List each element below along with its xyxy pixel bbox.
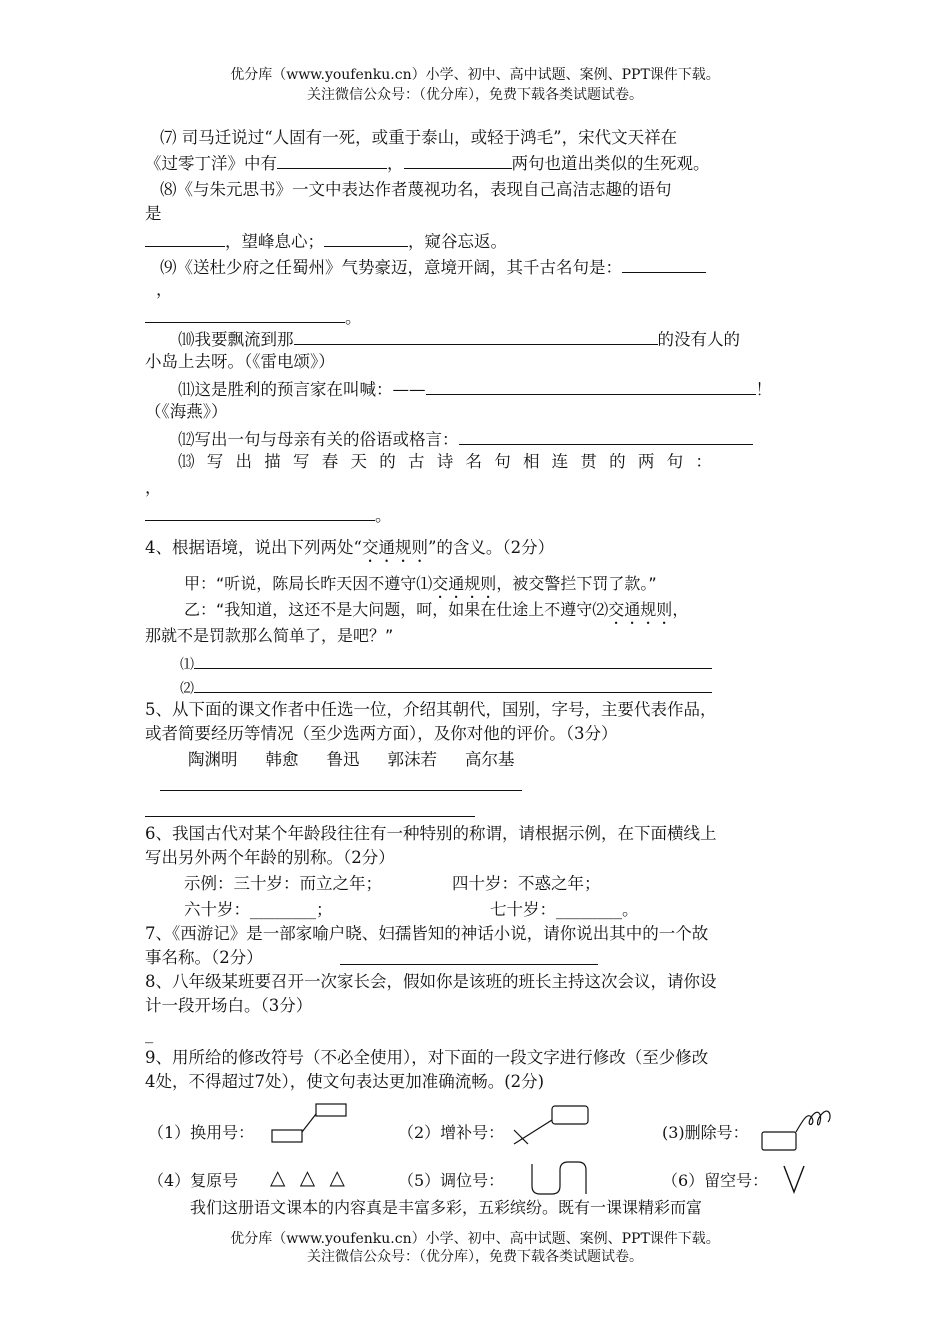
answer-line[interactable] xyxy=(145,816,475,817)
q3-item11-line2: （《海燕》） xyxy=(145,402,228,421)
q3-item13-tail: 。 xyxy=(375,506,392,525)
transpose-mark-icon xyxy=(528,1160,592,1196)
q9-symbol-5-label: （5）调位号： xyxy=(398,1171,505,1190)
answer-blank[interactable] xyxy=(404,150,512,169)
answer-blank[interactable] xyxy=(194,650,712,669)
q3-item10-line1 xyxy=(178,326,838,352)
delete-mark-icon xyxy=(760,1108,840,1154)
author-name: 郭沫若 xyxy=(387,750,437,769)
answer-blank[interactable] xyxy=(145,228,225,247)
q4-jia-emphasis: 交通规则 xyxy=(432,574,497,593)
q4-yi-text: 乙：“我知道，这还不是大问题，呵，如果在仕途上不遵守⑵ xyxy=(184,600,609,619)
q3-item13-line3 xyxy=(145,502,805,528)
q9-line1: 9、用所给的修改符号（不必全使用），对下面的一段文字进行修改（至少修改 xyxy=(145,1048,709,1067)
q3-item8-tail: ，窥谷忘返。 xyxy=(408,232,507,251)
author-name: 鲁迅 xyxy=(326,750,360,769)
answer-blank[interactable] xyxy=(145,304,345,323)
q9-symbol-4-label: （4）复原号 xyxy=(148,1171,239,1190)
q3-item9-tail: 。 xyxy=(345,308,362,327)
q6-line2: 写出另外两个年龄的别称。（2分） xyxy=(145,848,395,867)
q3-item12 xyxy=(178,426,838,452)
q6-example-1: 示例：三十岁：而立之年； xyxy=(184,874,382,893)
answer-blank[interactable] xyxy=(194,674,712,693)
q4-yi-tail: ， xyxy=(672,600,689,619)
q8-line2: 计一段开场白。（3分） xyxy=(145,996,313,1015)
answer-blank[interactable] xyxy=(277,150,387,169)
q4-answer-2 xyxy=(180,674,840,701)
q3-item11-text: ⑾这是胜利的预言家在叫喊：—— xyxy=(178,380,426,399)
q3-item9-line1 xyxy=(160,254,820,280)
q3-item8-line3 xyxy=(145,228,805,254)
answer-blank[interactable] xyxy=(459,426,753,445)
q6-answer-70[interactable]: 七十岁：________。 xyxy=(490,900,639,919)
answer-blank[interactable] xyxy=(145,502,375,521)
q8-answer-line[interactable]: _ xyxy=(145,1024,154,1043)
q3-item7-line1: ⑺ 司马迁说过“人固有一死，或重于泰山，或轻于鸿毛”，宋代文天祥在 xyxy=(160,128,678,147)
q3-item8-text: ，望峰息心； xyxy=(225,232,324,251)
q5-line2: 或者简要经历等情况（至少选两方面），及你对他的评价。（3分） xyxy=(145,724,618,743)
answer-blank[interactable] xyxy=(294,326,658,345)
q6-line1: 6、我国古代对某个年龄段往往有一种特别的称谓，请根据示例，在下面横线上 xyxy=(145,824,717,843)
author-name: 韩愈 xyxy=(265,750,299,769)
q3-item10-tail: 的没有人的 xyxy=(657,330,740,349)
q3-item10-text: ⑽我要飘流到那 xyxy=(178,330,294,349)
q9-symbol-6-label: （6）留空号： xyxy=(662,1171,769,1190)
q5-line1: 5、从下面的课文作者中任选一位，介绍其朝代，国别，字号，主要代表作品， xyxy=(145,700,717,719)
q9-line2: 4处，不得超过7处），使文句表达更加准确流畅。(2分) xyxy=(145,1072,545,1091)
q8-line1: 8、八年级某班要召开一次家长会，假如你是该班的班长主持这次会议，请你设 xyxy=(145,972,717,991)
q9-symbol-3-label: (3)删除号： xyxy=(662,1123,749,1142)
q7-line2: 事名称。（2分） xyxy=(145,948,263,967)
q9-symbol-2-label: （2）增补号： xyxy=(398,1123,505,1142)
q4-yi-line2: 那就不是罚款那么简单了，是吧？” xyxy=(145,626,394,645)
answer-blank[interactable] xyxy=(324,228,408,247)
q3-item10-line2: 小岛上去呀。（《雷电颂》） xyxy=(145,352,335,371)
footer-line-1: 优分库（www.youfenku.cn）小学、初中、高中试题、案例、PPT课件下载。 xyxy=(230,1231,720,1247)
q9-symbol-1-label: （1）换用号： xyxy=(148,1123,255,1142)
q4-answer-1 xyxy=(180,650,840,677)
author-name: 陶渊明 xyxy=(188,750,238,769)
answer-line[interactable] xyxy=(160,790,522,791)
q3-item7-tail: 两句也道出类似的生死观。 xyxy=(511,154,710,173)
q3-item11-tail: ！ xyxy=(755,380,772,399)
q3-item7-text: 《过零丁洋》中有 xyxy=(145,154,277,173)
q6-answer-60[interactable]: 六十岁：________； xyxy=(184,900,333,919)
author-name: 高尔基 xyxy=(465,750,515,769)
q3-item9-text: ⑼《送杜少府之任蜀州》气势豪迈，意境开阔，其千古名句是： xyxy=(160,258,622,277)
q3-item13-line2: ， xyxy=(145,478,162,497)
q4-answer-1-label: ⑴ xyxy=(180,657,194,673)
q3-item12-text: ⑿写出一句与母亲有关的俗语或格言： xyxy=(178,430,459,449)
q6-example-2: 四十岁：不惑之年； xyxy=(452,874,601,893)
q4-yi-emphasis: 交通规则 xyxy=(608,600,673,619)
q5-authors xyxy=(188,748,848,772)
q4-title-tail: ”的含义。（2分） xyxy=(427,538,555,557)
q3-item8-line2: 是 xyxy=(145,204,162,223)
q4-jia-text: 甲：“听说，陈局长昨天因不遵守⑴ xyxy=(184,574,433,593)
header-line-1: 优分库（www.youfenku.cn）小学、初中、高中试题、案例、PPT课件下载。 xyxy=(230,67,720,83)
q3-item13-line1: ⒀ 写 出 描 写 春 天 的 古 诗 名 句 相 连 贯 的 两 句 ： xyxy=(178,452,713,471)
q3-item7-line2 xyxy=(145,150,805,176)
q4-title-emphasis: 交通规则 xyxy=(361,538,428,557)
q4-title-text: 4、根据语境，说出下列两处“ xyxy=(145,538,362,557)
q3-item7-comma: ， xyxy=(387,154,404,173)
q7-line1: 7、《西游记》是一部家喻户晓、妇孺皆知的神话小说，请你说出其中的一个故 xyxy=(145,924,709,943)
header-line-2: 关注微信公众号：（优分库），免费下载各类试题试卷。 xyxy=(307,87,643,103)
answer-blank[interactable] xyxy=(622,254,706,273)
answer-blank[interactable] xyxy=(426,376,756,395)
q4-jia-tail: ，被交警拦下罚了款。” xyxy=(496,574,657,593)
q4-title xyxy=(145,536,805,566)
q3-item8-line1: ⑻《与朱元思书》一文中表达作者蔑视功名，表现自己高洁志趣的语句 xyxy=(160,180,672,199)
space-mark-icon xyxy=(782,1164,806,1194)
q9-passage: 我们这册语文课本的内容真是丰富多彩，五彩缤纷。既有一课课精彩而富 xyxy=(190,1198,703,1217)
q3-item11-line1 xyxy=(178,376,838,402)
q4-answer-2-label: ⑵ xyxy=(180,681,194,697)
answer-line[interactable] xyxy=(340,964,598,965)
q3-item9-line2: ， xyxy=(156,280,173,299)
restore-mark-icon: △ △ △ xyxy=(270,1165,349,1189)
footer-line-2: 关注微信公众号：（优分库），免费下载各类试题试卷。 xyxy=(307,1249,643,1265)
insert-mark-icon xyxy=(502,1104,592,1148)
swap-mark-icon xyxy=(270,1102,350,1144)
